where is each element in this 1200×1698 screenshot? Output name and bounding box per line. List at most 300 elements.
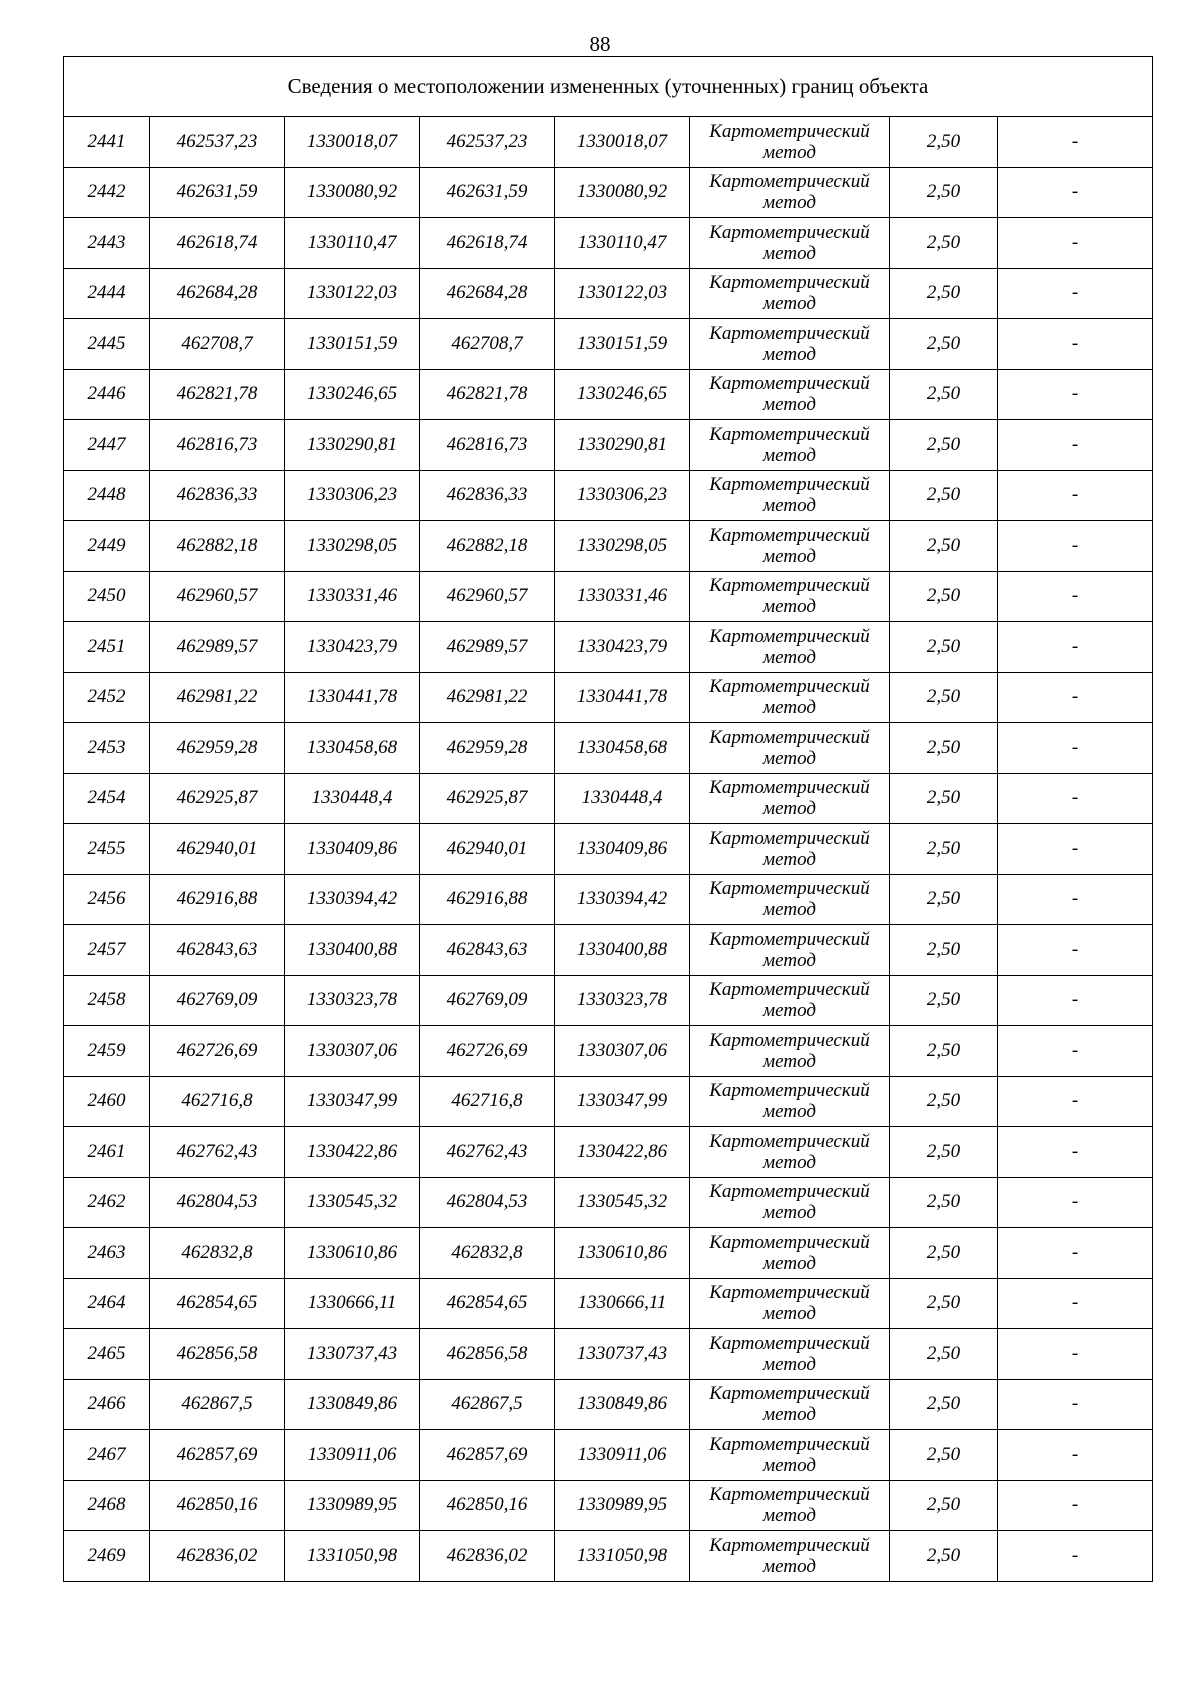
y-existing-cell: 1330666,11 [285,1278,420,1329]
x-refined-cell: 462925,87 [420,773,555,824]
y-existing-cell: 1330347,99 [285,1076,420,1127]
method-cell [690,1278,890,1329]
table-row [64,117,1153,168]
method-line-1: Картометрический [709,575,870,597]
table-body [64,57,1153,1582]
point-number-cell: 2468 [64,1480,150,1531]
method-line-2: метод [763,1252,816,1274]
note-cell: - [998,1379,1153,1430]
note-cell: - [998,975,1153,1026]
table-row [64,1026,1153,1077]
method-cell [690,622,890,673]
x-existing-cell: 462836,02 [150,1531,285,1582]
x-existing-cell: 462618,74 [150,218,285,269]
precision-cell: 2,50 [890,874,998,925]
method-line-2: метод [763,394,816,416]
method-line-2: метод [763,141,816,163]
y-existing-cell: 1330018,07 [285,117,420,168]
method-cell [690,1177,890,1228]
point-number-cell: 2461 [64,1127,150,1178]
table-row [64,874,1153,925]
method-line-1: Картометрический [709,1433,870,1455]
table-row [64,723,1153,774]
y-refined-cell: 1330110,47 [555,218,690,269]
method-line-1: Картометрический [709,1029,870,1051]
note-cell: - [998,369,1153,420]
method-line-1: Картометрический [709,777,870,799]
method-line-2: метод [763,1101,816,1123]
note-cell: - [998,1076,1153,1127]
x-existing-cell: 462726,69 [150,1026,285,1077]
method-line-2: метод [763,949,816,971]
method-line-1: Картометрический [709,322,870,344]
point-number-cell: 2466 [64,1379,150,1430]
precision-cell: 2,50 [890,723,998,774]
precision-cell: 2,50 [890,117,998,168]
precision-cell: 2,50 [890,571,998,622]
point-number-cell: 2460 [64,1076,150,1127]
method-cell [690,672,890,723]
method-cell [690,1531,890,1582]
method-line-2: метод [763,1050,816,1072]
x-existing-cell: 462989,57 [150,622,285,673]
method-line-1: Картометрический [709,1332,870,1354]
note-cell: - [998,925,1153,976]
point-number-cell: 2442 [64,167,150,218]
method-line-1: Картометрический [709,171,870,193]
y-refined-cell: 1330737,43 [555,1329,690,1380]
point-number-cell: 2443 [64,218,150,269]
note-cell: - [998,874,1153,925]
method-line-1: Картометрический [709,373,870,395]
page-number: 88 [589,32,611,56]
point-number-cell: 2448 [64,470,150,521]
y-refined-cell: 1330545,32 [555,1177,690,1228]
table-row [64,824,1153,875]
y-existing-cell: 1330246,65 [285,369,420,420]
x-existing-cell: 462843,63 [150,925,285,976]
y-existing-cell: 1330110,47 [285,218,420,269]
y-refined-cell: 1330989,95 [555,1480,690,1531]
note-cell: - [998,773,1153,824]
method-line-2: метод [763,646,816,668]
x-existing-cell: 462867,5 [150,1379,285,1430]
precision-cell: 2,50 [890,975,998,1026]
x-existing-cell: 462708,7 [150,319,285,370]
method-cell [690,1127,890,1178]
method-cell [690,167,890,218]
method-line-1: Картометрический [709,474,870,496]
y-existing-cell: 1330409,86 [285,824,420,875]
point-number-cell: 2451 [64,622,150,673]
note-cell: - [998,1228,1153,1279]
method-cell [690,218,890,269]
x-existing-cell: 462940,01 [150,824,285,875]
table-row [64,319,1153,370]
method-line-2: метод [763,545,816,567]
method-cell [690,1379,890,1430]
method-cell [690,1329,890,1380]
method-line-1: Картометрический [709,1231,870,1253]
table-row [64,1278,1153,1329]
precision-cell: 2,50 [890,319,998,370]
method-line-2: метод [763,1000,816,1022]
table-title: Сведения о местоположении измененных (уточненных) границ объекта [64,57,1153,117]
method-cell [690,824,890,875]
x-existing-cell: 462959,28 [150,723,285,774]
x-refined-cell: 462857,69 [420,1430,555,1481]
point-number-cell: 2444 [64,268,150,319]
y-existing-cell: 1330911,06 [285,1430,420,1481]
y-existing-cell: 1330545,32 [285,1177,420,1228]
method-cell [690,874,890,925]
y-existing-cell: 1330448,4 [285,773,420,824]
method-line-1: Картометрический [709,1181,870,1203]
method-line-2: метод [763,293,816,315]
precision-cell: 2,50 [890,369,998,420]
y-refined-cell: 1330448,4 [555,773,690,824]
y-refined-cell: 1331050,98 [555,1531,690,1582]
method-line-1: Картометрический [709,726,870,748]
method-line-2: метод [763,747,816,769]
table-row [64,672,1153,723]
y-existing-cell: 1330610,86 [285,1228,420,1279]
table-row [64,1076,1153,1127]
y-existing-cell: 1330323,78 [285,975,420,1026]
y-existing-cell: 1330989,95 [285,1480,420,1531]
y-refined-cell: 1330080,92 [555,167,690,218]
y-refined-cell: 1330849,86 [555,1379,690,1430]
y-refined-cell: 1330394,42 [555,874,690,925]
precision-cell: 2,50 [890,773,998,824]
point-number-cell: 2464 [64,1278,150,1329]
y-refined-cell: 1330298,05 [555,521,690,572]
method-cell [690,470,890,521]
method-cell [690,1076,890,1127]
table-row [64,268,1153,319]
y-existing-cell: 1330737,43 [285,1329,420,1380]
x-existing-cell: 462716,8 [150,1076,285,1127]
y-existing-cell: 1330298,05 [285,521,420,572]
note-cell: - [998,1026,1153,1077]
point-number-cell: 2457 [64,925,150,976]
method-line-2: метод [763,848,816,870]
method-line-2: метод [763,899,816,921]
method-line-1: Картометрический [709,878,870,900]
point-number-cell: 2452 [64,672,150,723]
method-cell [690,319,890,370]
x-existing-cell: 462631,59 [150,167,285,218]
point-number-cell: 2456 [64,874,150,925]
x-refined-cell: 462959,28 [420,723,555,774]
y-refined-cell: 1330400,88 [555,925,690,976]
precision-cell: 2,50 [890,622,998,673]
method-line-2: метод [763,1353,816,1375]
x-refined-cell: 462850,16 [420,1480,555,1531]
x-existing-cell: 462816,73 [150,420,285,471]
method-line-1: Картометрический [709,524,870,546]
x-refined-cell: 462716,8 [420,1076,555,1127]
point-number-cell: 2459 [64,1026,150,1077]
method-line-1: Картометрический [709,625,870,647]
method-cell [690,117,890,168]
x-existing-cell: 462762,43 [150,1127,285,1178]
point-number-cell: 2467 [64,1430,150,1481]
method-line-2: метод [763,798,816,820]
x-existing-cell: 462684,28 [150,268,285,319]
method-cell [690,925,890,976]
x-refined-cell: 462867,5 [420,1379,555,1430]
point-number-cell: 2447 [64,420,150,471]
x-existing-cell: 462836,33 [150,470,285,521]
x-refined-cell: 462940,01 [420,824,555,875]
method-cell [690,1026,890,1077]
table-row [64,1127,1153,1178]
precision-cell: 2,50 [890,1076,998,1127]
x-refined-cell: 462631,59 [420,167,555,218]
precision-cell: 2,50 [890,420,998,471]
note-cell: - [998,420,1153,471]
y-refined-cell: 1330911,06 [555,1430,690,1481]
method-line-1: Картометрический [709,120,870,142]
method-line-2: метод [763,495,816,517]
x-existing-cell: 462856,58 [150,1329,285,1380]
method-line-2: метод [763,343,816,365]
method-cell [690,521,890,572]
method-line-1: Картометрический [709,676,870,698]
y-existing-cell: 1330151,59 [285,319,420,370]
point-number-cell: 2446 [64,369,150,420]
boundary-table [63,56,1153,1582]
y-refined-cell: 1330122,03 [555,268,690,319]
precision-cell: 2,50 [890,521,998,572]
table-row [64,1228,1153,1279]
note-cell: - [998,319,1153,370]
precision-cell: 2,50 [890,1329,998,1380]
method-cell [690,268,890,319]
x-existing-cell: 462804,53 [150,1177,285,1228]
method-line-1: Картометрический [709,1282,870,1304]
precision-cell: 2,50 [890,1127,998,1178]
method-line-2: метод [763,1151,816,1173]
precision-cell: 2,50 [890,1430,998,1481]
precision-cell: 2,50 [890,218,998,269]
precision-cell: 2,50 [890,1278,998,1329]
y-existing-cell: 1330306,23 [285,470,420,521]
y-refined-cell: 1330151,59 [555,319,690,370]
precision-cell: 2,50 [890,1228,998,1279]
x-refined-cell: 462804,53 [420,1177,555,1228]
method-line-1: Картометрический [709,1080,870,1102]
note-cell: - [998,1329,1153,1380]
y-refined-cell: 1330290,81 [555,420,690,471]
method-line-1: Картометрический [709,221,870,243]
table-row [64,925,1153,976]
x-existing-cell: 462854,65 [150,1278,285,1329]
y-refined-cell: 1330666,11 [555,1278,690,1329]
precision-cell: 2,50 [890,1531,998,1582]
x-existing-cell: 462981,22 [150,672,285,723]
y-refined-cell: 1330610,86 [555,1228,690,1279]
method-line-2: метод [763,697,816,719]
table-row [64,218,1153,269]
note-cell: - [998,1177,1153,1228]
y-refined-cell: 1330441,78 [555,672,690,723]
y-refined-cell: 1330331,46 [555,571,690,622]
method-line-2: метод [763,1303,816,1325]
note-cell: - [998,571,1153,622]
point-number-cell: 2453 [64,723,150,774]
note-cell: - [998,1480,1153,1531]
table-row [64,167,1153,218]
note-cell: - [998,218,1153,269]
y-existing-cell: 1330441,78 [285,672,420,723]
method-cell [690,723,890,774]
y-refined-cell: 1330409,86 [555,824,690,875]
method-cell [690,369,890,420]
precision-cell: 2,50 [890,1480,998,1531]
method-cell [690,420,890,471]
table-row [64,1480,1153,1531]
y-existing-cell: 1330400,88 [285,925,420,976]
table-row [64,470,1153,521]
x-refined-cell: 462843,63 [420,925,555,976]
point-number-cell: 2445 [64,319,150,370]
method-line-2: метод [763,192,816,214]
method-line-1: Картометрический [709,1130,870,1152]
x-refined-cell: 462856,58 [420,1329,555,1380]
table-row [64,1430,1153,1481]
method-line-2: метод [763,444,816,466]
x-existing-cell: 462821,78 [150,369,285,420]
table-row [64,773,1153,824]
y-refined-cell: 1330323,78 [555,975,690,1026]
method-line-1: Картометрический [709,827,870,849]
precision-cell: 2,50 [890,1026,998,1077]
y-existing-cell: 1330307,06 [285,1026,420,1077]
y-existing-cell: 1330458,68 [285,723,420,774]
precision-cell: 2,50 [890,925,998,976]
precision-cell: 2,50 [890,268,998,319]
x-refined-cell: 462726,69 [420,1026,555,1077]
y-refined-cell: 1330458,68 [555,723,690,774]
point-number-cell: 2450 [64,571,150,622]
x-refined-cell: 462960,57 [420,571,555,622]
y-existing-cell: 1330290,81 [285,420,420,471]
method-line-2: метод [763,1404,816,1426]
y-existing-cell: 1330122,03 [285,268,420,319]
table-row [64,1531,1153,1582]
x-refined-cell: 462769,09 [420,975,555,1026]
method-line-1: Картометрический [709,1534,870,1556]
point-number-cell: 2462 [64,1177,150,1228]
note-cell: - [998,167,1153,218]
y-existing-cell: 1330331,46 [285,571,420,622]
y-existing-cell: 1330080,92 [285,167,420,218]
point-number-cell: 2441 [64,117,150,168]
x-refined-cell: 462684,28 [420,268,555,319]
point-number-cell: 2465 [64,1329,150,1380]
y-refined-cell: 1330306,23 [555,470,690,521]
method-line-1: Картометрический [709,928,870,950]
y-refined-cell: 1330246,65 [555,369,690,420]
y-existing-cell: 1330422,86 [285,1127,420,1178]
x-existing-cell: 462857,69 [150,1430,285,1481]
method-line-1: Картометрический [709,1383,870,1405]
x-existing-cell: 462925,87 [150,773,285,824]
precision-cell: 2,50 [890,1177,998,1228]
y-refined-cell: 1330347,99 [555,1076,690,1127]
method-line-1: Картометрический [709,423,870,445]
x-refined-cell: 462762,43 [420,1127,555,1178]
x-refined-cell: 462836,33 [420,470,555,521]
precision-cell: 2,50 [890,167,998,218]
x-refined-cell: 462836,02 [420,1531,555,1582]
precision-cell: 2,50 [890,672,998,723]
note-cell: - [998,1127,1153,1178]
x-existing-cell: 462960,57 [150,571,285,622]
precision-cell: 2,50 [890,1379,998,1430]
method-line-2: метод [763,1454,816,1476]
y-refined-cell: 1330422,86 [555,1127,690,1178]
x-existing-cell: 462537,23 [150,117,285,168]
x-existing-cell: 462832,8 [150,1228,285,1279]
point-number-cell: 2458 [64,975,150,1026]
table-row [64,1329,1153,1380]
point-number-cell: 2469 [64,1531,150,1582]
y-existing-cell: 1330423,79 [285,622,420,673]
x-refined-cell: 462854,65 [420,1278,555,1329]
table-row [64,521,1153,572]
point-number-cell: 2449 [64,521,150,572]
method-line-2: метод [763,1202,816,1224]
table-row [64,1177,1153,1228]
method-line-2: метод [763,242,816,264]
method-cell [690,1430,890,1481]
y-refined-cell: 1330018,07 [555,117,690,168]
x-refined-cell: 462882,18 [420,521,555,572]
x-refined-cell: 462989,57 [420,622,555,673]
table-row [64,1379,1153,1430]
y-existing-cell: 1330394,42 [285,874,420,925]
point-number-cell: 2455 [64,824,150,875]
x-refined-cell: 462832,8 [420,1228,555,1279]
x-existing-cell: 462882,18 [150,521,285,572]
method-line-1: Картометрический [709,979,870,1001]
note-cell: - [998,824,1153,875]
table-row [64,622,1153,673]
x-refined-cell: 462981,22 [420,672,555,723]
x-refined-cell: 462708,7 [420,319,555,370]
method-line-2: метод [763,596,816,618]
note-cell: - [998,672,1153,723]
method-cell [690,571,890,622]
x-refined-cell: 462816,73 [420,420,555,471]
table-row [64,420,1153,471]
method-line-1: Картометрический [709,1484,870,1506]
method-cell [690,1480,890,1531]
x-existing-cell: 462916,88 [150,874,285,925]
x-refined-cell: 462916,88 [420,874,555,925]
x-existing-cell: 462769,09 [150,975,285,1026]
note-cell: - [998,1278,1153,1329]
y-refined-cell: 1330307,06 [555,1026,690,1077]
note-cell: - [998,723,1153,774]
y-existing-cell: 1331050,98 [285,1531,420,1582]
method-line-1: Картометрический [709,272,870,294]
point-number-cell: 2454 [64,773,150,824]
method-line-2: метод [763,1505,816,1527]
